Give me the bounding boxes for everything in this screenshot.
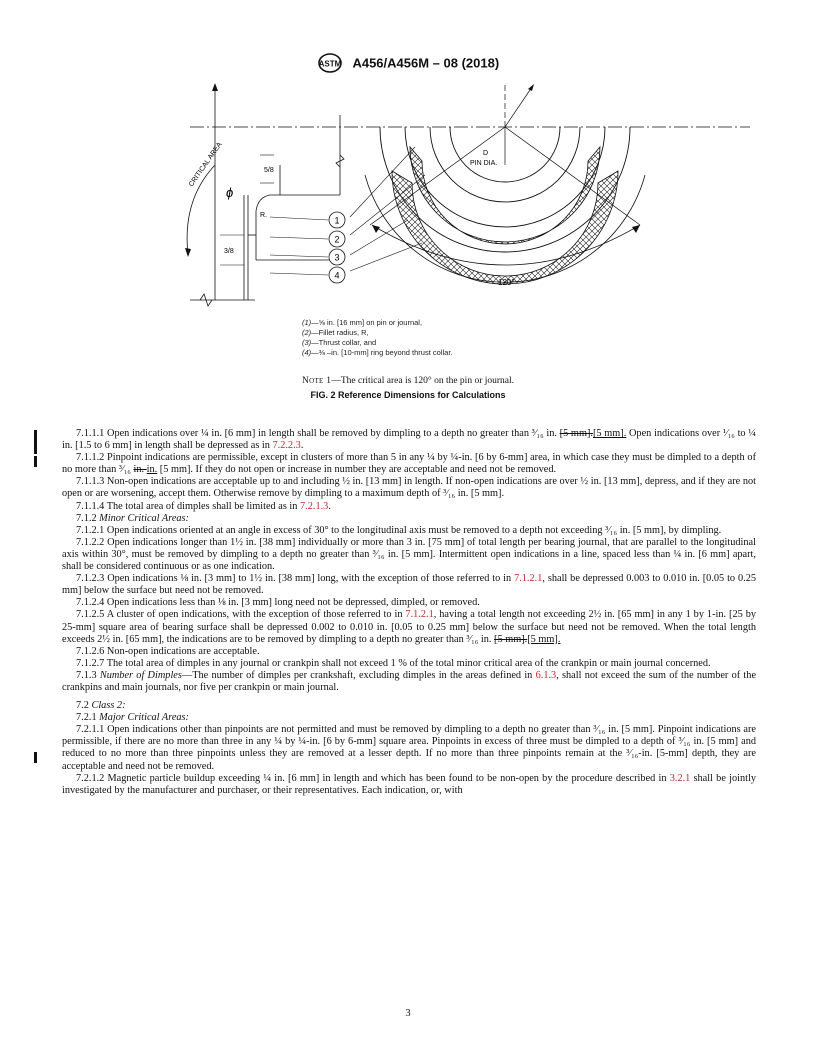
legend-item: (1)—⅝ in. [16 mm] on pin or journal, (302, 318, 423, 327)
document-designation: A456/A456M – 08 (2018) (352, 55, 500, 71)
callout-4-label: 4 (334, 270, 340, 281)
paragraph-7-1-2-1: 7.1.2.1 Open indications oriented at an angle in excess of 30° to the longitudinal axis must be removed to a depth not exceeding ³⁄₁₆ in. [5 mm], by dimpling. (76, 524, 722, 536)
deleted-text: in. (133, 464, 147, 476)
inserted-text: [5 mm]. (592, 428, 627, 439)
paragraph-7-1-2-5: 7.1.2.5 A cluster of open indications, with the exception of those referred to in 7.1.2.1, having a total length not exceeding 2½ in. [65 mm] in any 1 by 1-in. [25 by 25-mm] square area of bearing surface shall be depressed 0.002 to 0.010 in. [0.05 to 0.25 mm] below the surface but need not be removed. When the total length exceeds 2½ in. [65 mm], the indications are to be removed by dimpling to a depth no greater than ³⁄₁₆ in. [5 mm].[5 mm]. (62, 609, 756, 645)
paragraph-7-1-1-4: 7.1.1.4 The total area of dimples shall be limited as in 7.2.1.3. (76, 500, 331, 512)
pin-dia-label: PIN DIA. (470, 160, 498, 167)
revision-bar (34, 752, 37, 763)
paragraph-7-1-2: 7.1.2 Minor Critical Areas: (76, 512, 189, 524)
paragraph-7-1-2-7: 7.1.2.7 The total area of dimples in any journal or crankpin shall not exceed 1 % of the total minor critical area of the crankpin or main journal concerned. (76, 657, 711, 669)
paragraph-7-1-2-3: 7.1.2.3 Open indications ⅛ in. [3 mm] to 1½ in. [38 mm] long, with the exception of those referred to in 7.1.2.1, shall be depressed 0.003 to 0.010 in. [0.05 to 0.25 mm] below the surface but need not be removed. (62, 573, 756, 597)
body-text (62, 428, 756, 797)
section-link[interactable]: 7.1.2.1 (514, 573, 543, 585)
paragraph-7-2-1-1: 7.2.1.1 Open indications other than pinpoints are not permitted and must be removed by dimpling to a depth no greater than ³⁄₁₆ in. [5 mm]. Pinpoint indications are permissible, if there are no more than three in any ¼ by ¼-in. [6 by 6-mm] square area. Pinpoints in excess of three must be dimpled to a depth of ³⁄₁₆ in. [5 mm] and reduced to no more than three pinpoints unless they are removed at a lesser depth. If no more than three pinpoints remain at the ³⁄₁₆-in. [5-mm] depth, they are acceptable and need not be removed. (62, 724, 756, 772)
critical-area-label: CRITICAL AREA (187, 141, 224, 189)
paragraph-7-1-1-3: 7.1.1.3 Non-open indications are acceptable up to and including ½ in. [13 mm] in length. If non-open indications are over ½ in. [13 mm], depress, and if they are not open or are worsening, accept them. Otherwise remove by dimpling to a maximum depth of ³⁄₁₆ in. [5 mm]. (62, 476, 756, 500)
paragraph-7-1-1-2: 7.1.1.2 Pinpoint indications are permissible, except in clusters of more than 5 in any ¼ by ¼-in. [6 by 6-mm] area, in which case they must be dimpled to a depth of no more than ³⁄₁₆ in. in. [5 mm]. If they do not open or increase in number they are acceptable and need not be removed. (62, 452, 756, 476)
fillet-radius-label: R. (260, 212, 267, 219)
revision-bar (34, 430, 37, 454)
legend-item: (2)—Fillet radius, R, (302, 328, 369, 337)
note-text: —The critical area is 120° on the pin or journal. (331, 376, 515, 386)
legend-item: (4)—⅜ –in. [10-mm] ring beyond thrust collar. (302, 348, 453, 357)
callout-1-label: 1 (334, 215, 340, 226)
callout-3-label: 3 (334, 252, 340, 263)
note-label: Note 1 (301, 376, 332, 386)
revision-bar (34, 456, 37, 467)
paragraph-7-2-1-2: 7.2.1.2 Magnetic particle buildup exceeding ¼ in. [6 mm] in length and which has been found to be non-open by the procedure described in 3.2.1 shall be jointly investigated by the manufacturer and purchaser, or their representatives. Each indication, or, with (62, 772, 756, 796)
paragraph-7-1-2-2: 7.1.2.2 Open indications longer than 1½ in. [38 mm] individually or more than 3 in. [75 mm] of total length per bearing journal, that are parallel to the longitudinal axis within 30°, must be removed by dimpling to a depth no greater than ³⁄₁₆ in. [5 mm]. Intermittent open indications in a line, spaced less than ¼ in. [6 mm] apart, shall be considered continuous or as one indication. (62, 536, 756, 573)
paragraph-7-1-2-6: 7.1.2.6 Non-open indications are acceptable. (76, 645, 260, 657)
section-link[interactable]: 3.2.1 (669, 772, 691, 784)
section-link[interactable]: 7.2.1.3 (300, 500, 329, 512)
legend-item: (3)—Thrust collar, and (302, 338, 377, 347)
section-link[interactable]: 7.2.2.3 (272, 440, 301, 452)
figure-caption: FIG. 2 Reference Dimensions for Calculations (310, 390, 506, 400)
svg-text:ASTM: ASTM (318, 59, 342, 69)
astm-logo-icon (317, 52, 343, 74)
paragraph-7-2-1: 7.2.1 Major Critical Areas: (76, 712, 189, 724)
figure-legend (302, 318, 453, 358)
section-link[interactable]: 7.1.2.1 (405, 609, 434, 621)
reference-dimensions-figure (160, 75, 760, 315)
paragraph-7-1-1-1: 7.1.1.1 Open indications over ¼ in. [6 mm] in length shall be removed by dimpling to a depth no greater than ³⁄₁₆ in. [5 mm].[5 mm]. Open indications over ¹⁄₁₆ to ¼ in. [1.5 to 6 mm] in length shall be depressed as in 7.2.2.3. (62, 428, 756, 452)
d-label: D (483, 150, 489, 157)
section-link[interactable]: 6.1.3 (535, 669, 557, 681)
paragraph-7-1-2-4: 7.1.2.4 Open indications less than ⅛ in. [3 mm] long need not be depressed, dimpled, or removed. (76, 597, 480, 609)
phi-label: ϕ (226, 185, 234, 200)
deleted-text: [5 mm]. (559, 428, 593, 439)
inserted-text: in. (146, 464, 158, 476)
callout-2-label: 2 (334, 234, 340, 245)
paragraph-7-2: 7.2 Class 2: (76, 700, 126, 712)
paragraph-7-1-3: 7.1.3 Number of Dimples—The number of dimples per crankshaft, excluding dimples in the areas defined in 6.1.3, shall not exceed the sum of the number of the crankpins and main journals, nor five per crankpin or main journal. (62, 669, 757, 693)
inserted-text: [5 mm]. (527, 633, 561, 645)
five-eighths-label: 5/8 (264, 167, 274, 174)
three-eighths-label: 3/8 (224, 248, 234, 255)
page-header (0, 52, 816, 74)
angle-label: 120° (498, 278, 515, 287)
figure-note (0, 376, 816, 386)
deleted-text: [5 mm]. (494, 633, 528, 645)
page-number: 3 (405, 1008, 411, 1019)
